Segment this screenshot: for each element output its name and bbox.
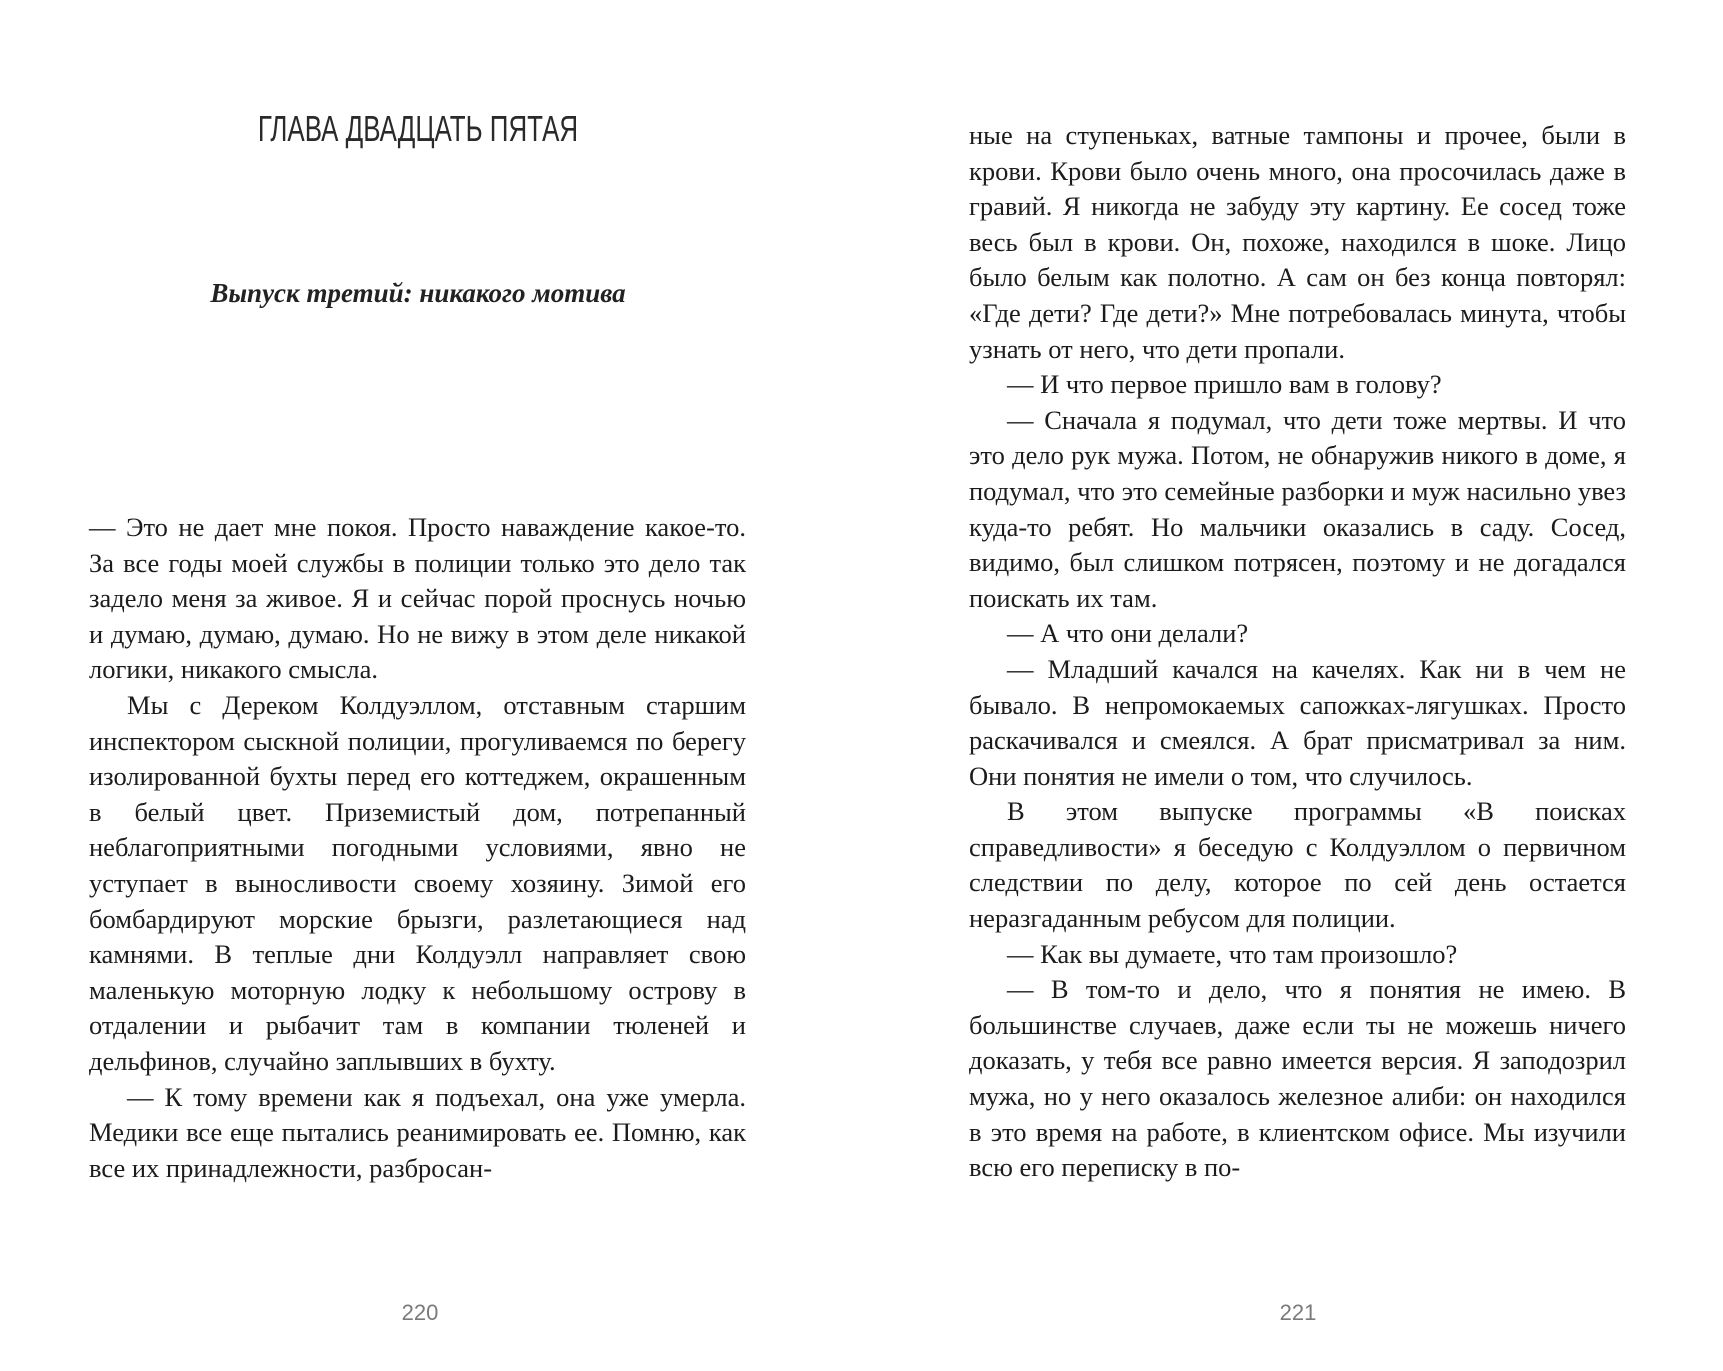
- paragraph: — А что они делали?: [1007, 618, 1249, 649]
- page-number: 220: [401, 1300, 439, 1325]
- paragraph: — Сначала я подумал, что дети тоже мертвы. И что это дело рук мужа. Потом, не обнаружив никого в доме, я подумал, что это семейные разборки и муж насильно увез куда-то ребят. Но мальчики оказались в саду. Сосед, видимо, был слишком потрясен, поэтому и не догадался поискать их там.: [969, 404, 1626, 613]
- paragraph: — В том-то и дело, что я понятия не имею. В большинстве случаев, даже если ты не можешь ничего доказать, у тебя все равно имеется версия. Я заподозрил мужа, но у него оказалось железное алиби: он находился в это время на работе, в клиентском офисе. Мы изучили всю его переписку в по-: [969, 974, 1626, 1183]
- right-page: [861, 0, 1723, 1371]
- paragraph: — Это не дает мне покоя. Просто наваждение какое-то. За все годы моей службы в полиции только это дело так задело меня за живое. Я и сейчас порой проснусь ночью и думаю, думаю, думаю. Но не вижу в этом деле никакой логики, никакого смысла.: [89, 512, 746, 685]
- paragraph: Мы с Дереком Колдуэллом, отставным старшим инспектором сыскной полиции, прогуливаемся по берегу изолированной бухты перед его коттеджем, окрашенным в белый цвет. Приземистый дом, потрепанный неблагоприятными погодными условиями, явно не уступает в выносливости своему хозяину. Зимой его бомбардируют морские брызги, разлетающиеся над камнями. В теплые дни Колдуэлл направляет свою маленькую моторную лодку к небольшому острову в отдалении и рыбачит там в компании тюленей и дельфинов, случайно заплывших в бухту.: [89, 689, 746, 1076]
- paragraph: — И что первое пришло вам в голову?: [1007, 369, 1442, 400]
- left-page-body: [89, 510, 746, 1186]
- episode-subtitle: Выпуск третий: никакого мотива: [210, 278, 626, 308]
- left-page: [0, 0, 861, 1371]
- chapter-title: ГЛАВА ДВАДЦАТЬ ПЯТАЯ: [257, 108, 579, 149]
- right-page-body: [969, 118, 1626, 1186]
- paragraph: — Младший качался на качелях. Как ни в чем не бывало. В непромокаемых сапожках-лягушках. Просто раскачивался и смеялся. А брат присматривал за ним. Они понятия не имели о том, что случилось.: [969, 653, 1626, 791]
- paragraph: — Как вы думаете, что там произошло?: [1007, 938, 1458, 969]
- paragraph: — К тому времени как я подъехал, она уже умерла. Медики все еще пытались реанимировать ее. Помню, как все их принадлежности, разбросан-: [89, 1081, 746, 1183]
- paragraph: ные на ступеньках, ватные тампоны и прочее, были в крови. Крови было очень много, она просочилась даже в гравий. Я никогда не забуду эту картину. Ее сосед тоже весь был в крови. Он, похоже, находился в шоке. Лицо было белым как полотно. А сам он без конца повторял: «Где дети? Где дети?» Мне потребовалась минута, чтобы узнать от него, что дети пропали.: [969, 120, 1626, 364]
- paragraph: В этом выпуске программы «В поисках справедливости» я беседую с Колдуэллом о первичном следствии по делу, которое по сей день остается неразгаданным ребусом для полиции.: [969, 796, 1626, 934]
- page-number: 221: [1279, 1300, 1317, 1325]
